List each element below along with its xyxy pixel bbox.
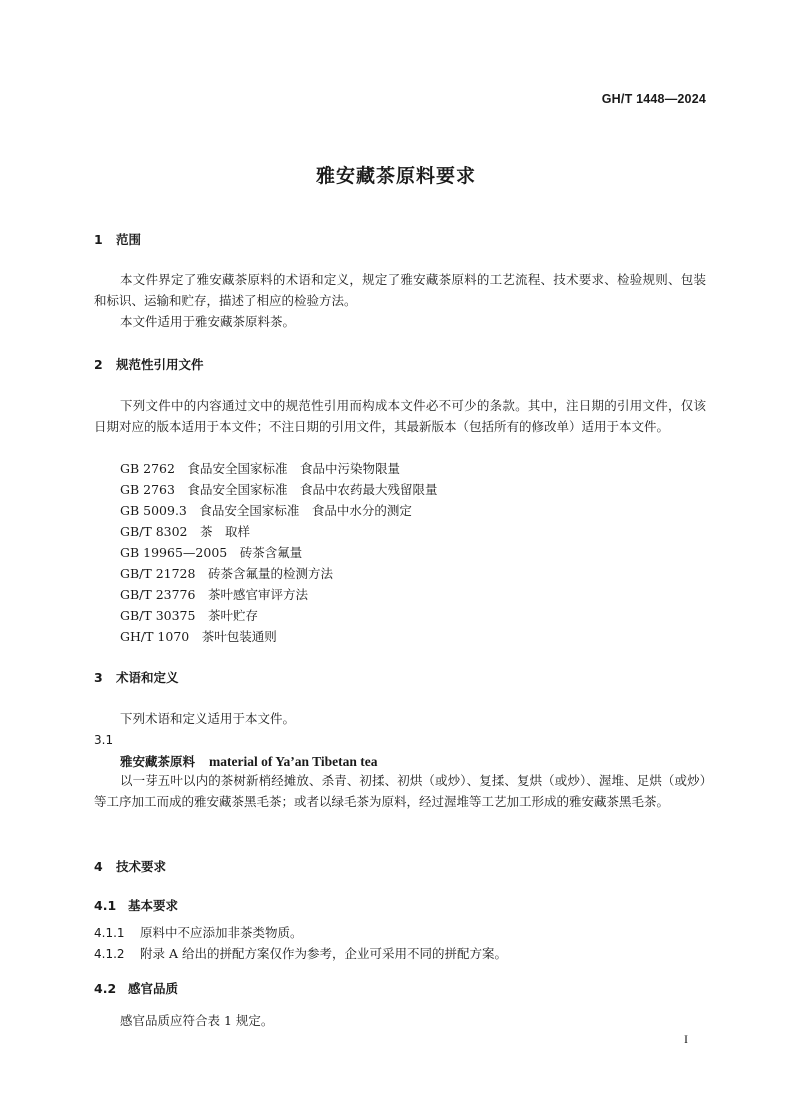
term-definition: 以一芽五叶以内的茶树新梢经摊放、杀青、初揉、初烘（或炒）、复揉、复烘（或炒）、渥堆、足烘（或炒）等工序加工而成的雅安藏茶黑毛茶；或者以绿毛茶为原料，经过渥堆等工艺加工形成的雅安藏茶黑毛茶。	[94, 773, 706, 809]
section-title: 规范性引用文件	[116, 357, 204, 372]
clause-4-1-2	[94, 943, 507, 965]
section-number: 4	[94, 859, 103, 874]
reference-item: GB/T 8302 茶 取样	[120, 524, 251, 539]
section-2-intro: 下列文件中的内容通过文中的规范性引用而构成本文件必不可少的条款。其中，注日期的引用文件，仅该日期对应的版本适用于本文件；不注日期的引用文件，其最新版本（包括所有的修改单）适用于本文件。	[94, 398, 706, 434]
section-title: 感官品质	[128, 981, 179, 996]
reference-item: GB 19965—2005 砖茶含氟量	[120, 545, 303, 560]
term-chinese: 雅安藏茶原料	[120, 754, 196, 769]
term-number	[94, 729, 140, 751]
term-english: material of Ya’an Tibetan tea	[209, 754, 378, 769]
section-title: 技术要求	[116, 859, 167, 874]
section-1-heading	[94, 230, 141, 248]
term-entry	[120, 752, 378, 770]
clause-number: 4.1.2	[94, 947, 125, 961]
reference-item: GB/T 21728 砖茶含氟量的检测方法	[120, 566, 333, 581]
reference-item: GB 5009.3 食品安全国家标准 食品中水分的测定	[120, 503, 412, 518]
standard-code: GH/T 1448—2024	[601, 92, 706, 106]
section-2-heading	[94, 355, 204, 373]
section-4-2-text: 感官品质应符合表 1 规定。	[120, 1013, 274, 1028]
section-title: 范围	[116, 232, 142, 247]
clause-4-1-1	[94, 922, 303, 944]
section-number: 4.1	[94, 898, 117, 913]
clause-number: 4.1.1	[94, 926, 125, 940]
section-1-paragraph-1: 本文件界定了雅安藏茶原料的术语和定义，规定了雅安藏茶原料的工艺流程、技术要求、检验规则、包装和标识、运输和贮存，描述了相应的检验方法。	[94, 272, 706, 308]
page-number: I	[684, 1032, 688, 1046]
section-title: 术语和定义	[116, 670, 179, 685]
reference-item: GH/T 1070 茶叶包装通则	[120, 629, 277, 644]
section-number: 2	[94, 357, 103, 372]
clause-number: 3.1	[94, 733, 114, 747]
section-title: 基本要求	[128, 898, 179, 913]
section-number: 4.2	[94, 981, 117, 996]
subsection-4-1-heading	[94, 896, 178, 914]
reference-item: GB 2763 食品安全国家标准 食品中农药最大残留限量	[120, 482, 438, 497]
section-number: 1	[94, 232, 103, 247]
reference-item: GB/T 23776 茶叶感官审评方法	[120, 587, 308, 602]
section-1-paragraph-2: 本文件适用于雅安藏茶原料茶。	[120, 314, 296, 329]
reference-item: GB 2762 食品安全国家标准 食品中污染物限量	[120, 461, 400, 476]
subsection-4-2-heading	[94, 979, 178, 997]
clause-text: 附录 A 给出的拼配方案仅作为参考，企业可采用不同的拼配方案。	[140, 946, 507, 961]
section-number: 3	[94, 670, 103, 685]
section-3-heading	[94, 668, 179, 686]
section-4-heading	[94, 857, 166, 875]
reference-item: GB/T 30375 茶叶贮存	[120, 608, 258, 623]
page-title: 雅安藏茶原料要求	[315, 165, 476, 187]
clause-text: 原料中不应添加非茶类物质。	[140, 925, 303, 940]
section-3-intro: 下列术语和定义适用于本文件。	[120, 711, 296, 726]
